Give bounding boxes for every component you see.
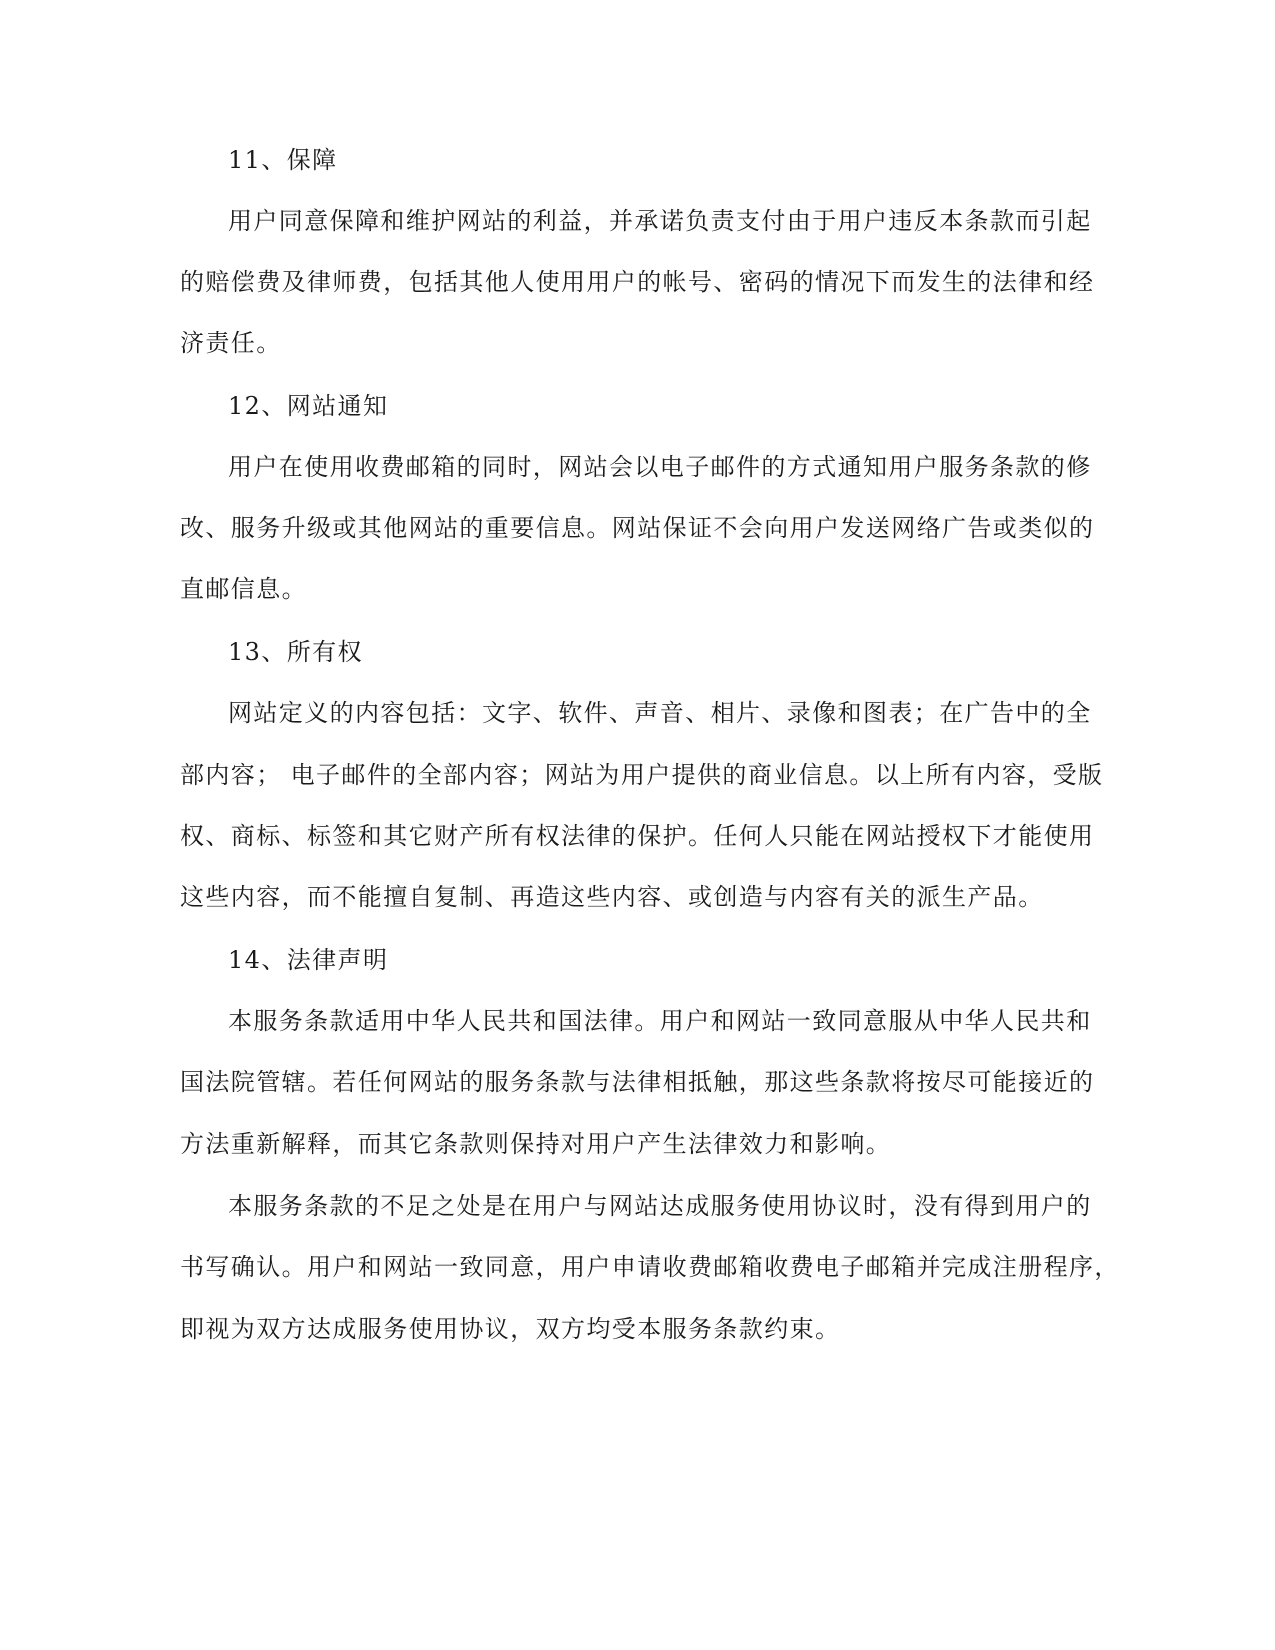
section-heading: 13、所有权 <box>228 638 363 666</box>
paragraph-line: 方法重新解释，而其它条款则保持对用户产生法律效力和影响。 <box>180 1130 892 1158</box>
paragraph-line: 改、服务升级或其他网站的重要信息。网站保证不会向用户发送网络广告或类似的 <box>180 514 1095 542</box>
section-heading: 11、保障 <box>228 146 338 174</box>
paragraph-line: 的赔偿费及律师费，包括其他人使用用户的帐号、密码的情况下而发生的法律和经 <box>180 268 1095 296</box>
paragraph-line: 网站定义的内容包括：文字、软件、声音、相片、录像和图表；在广告中的全 <box>228 699 1092 727</box>
paragraph-line: 部内容； 电子邮件的全部内容；网站为用户提供的商业信息。以上所有内容，受版 <box>180 761 1104 789</box>
paragraph-line: 济责任。 <box>180 329 282 357</box>
paragraph-line: 国法院管辖。若任何网站的服务条款与法律相抵触，那这些条款将按尽可能接近的 <box>180 1068 1095 1096</box>
paragraph-line: 书写确认。用户和网站一致同意，用户申请收费邮箱收费电子邮箱并完成注册程序， <box>180 1253 1120 1281</box>
paragraph-line: 直邮信息。 <box>180 575 307 603</box>
section-heading: 14、法律声明 <box>228 946 389 974</box>
paragraph-line: 即视为双方达成服务使用协议，双方均受本服务条款约束。 <box>180 1315 841 1343</box>
paragraph-line: 用户在使用收费邮箱的同时，网站会以电子邮件的方式通知用户服务条款的修 <box>228 453 1092 481</box>
paragraph-line: 权、商标、标签和其它财产所有权法律的保护。任何人只能在网站授权下才能使用 <box>180 822 1095 850</box>
paragraph-line: 本服务条款的不足之处是在用户与网站达成服务使用协议时，没有得到用户的 <box>228 1192 1092 1220</box>
paragraph-line: 本服务条款适用中华人民共和国法律。用户和网站一致同意服从中华人民共和 <box>228 1007 1092 1035</box>
paragraph-line: 这些内容，而不能擅自复制、再造这些内容、或创造与内容有关的派生产品。 <box>180 883 1044 911</box>
section-heading: 12、网站通知 <box>228 392 389 420</box>
paragraph-line: 用户同意保障和维护网站的利益，并承诺负责支付由于用户违反本条款而引起 <box>228 207 1092 235</box>
